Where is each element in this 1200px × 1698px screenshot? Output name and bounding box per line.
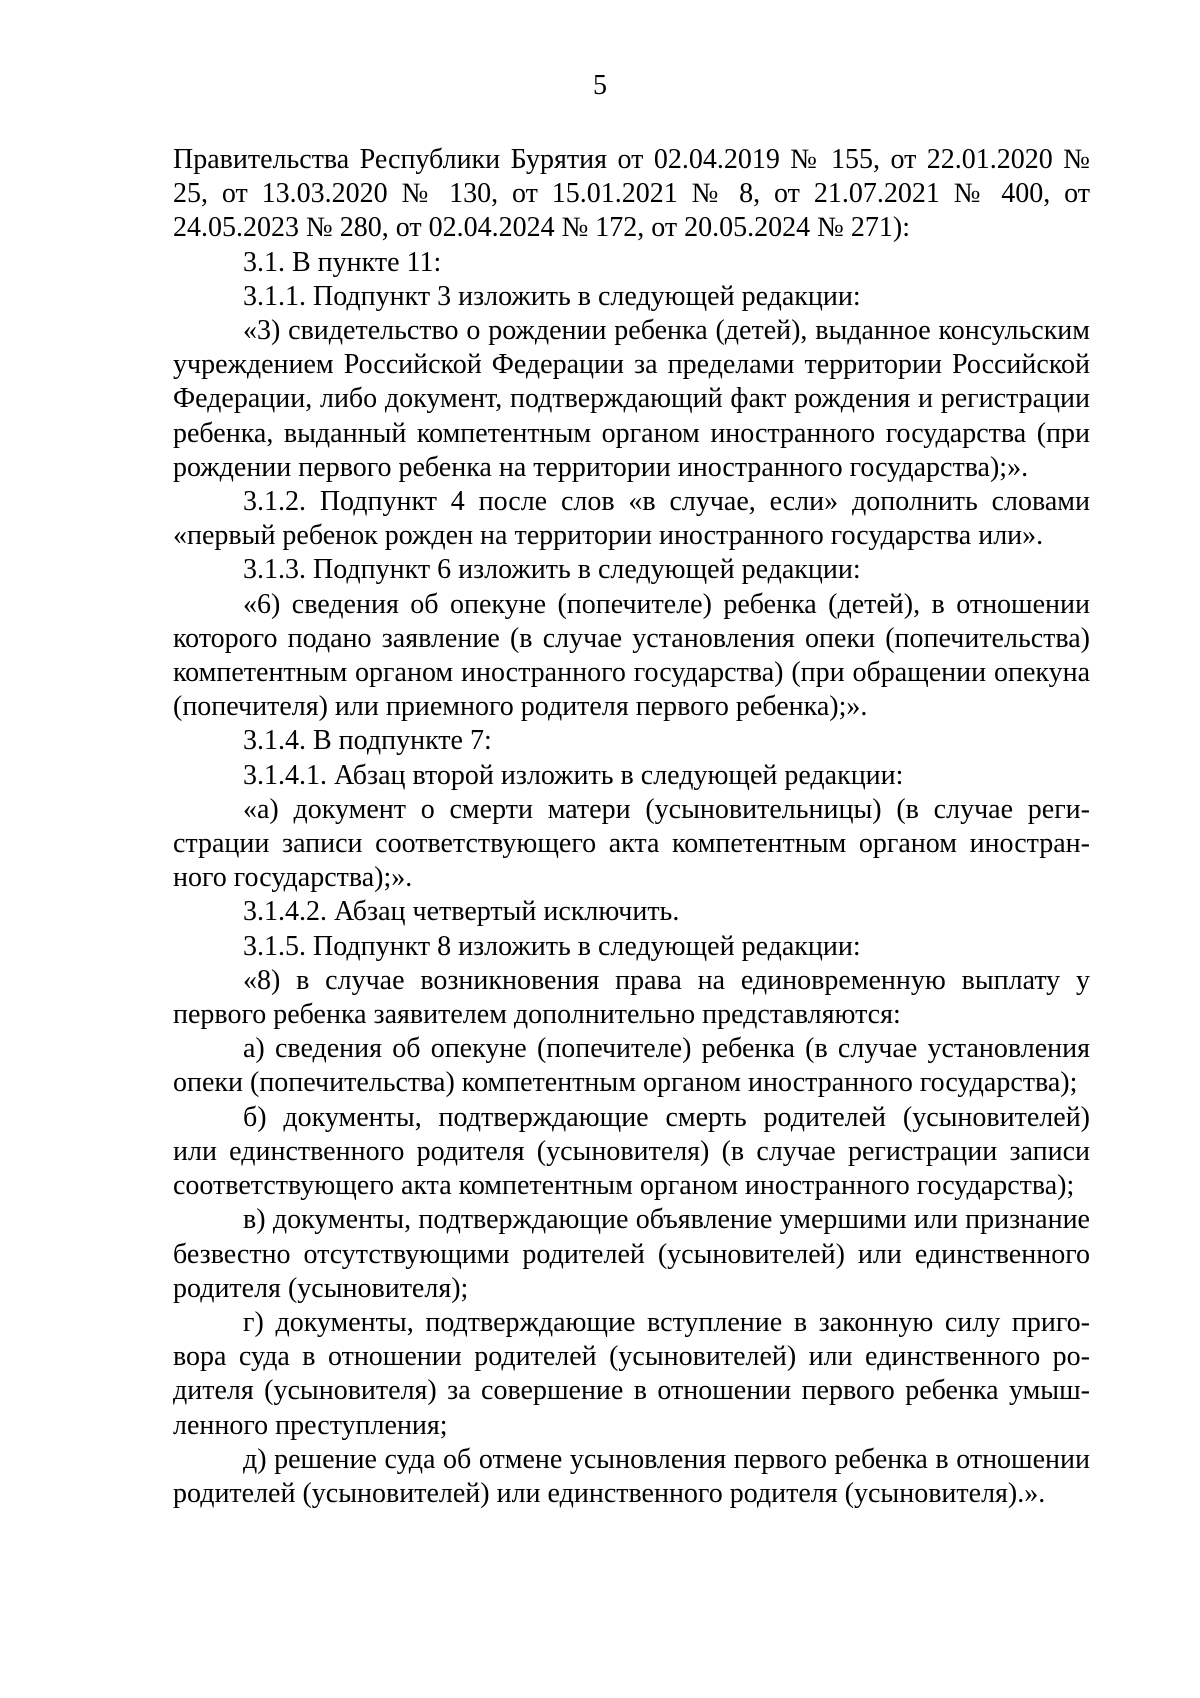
page-number: 5 bbox=[593, 70, 607, 101]
paragraph-subitem-8-text: «8) в случае возникновения права на единовременную выплату у первого ребенка заявителем дополнительно представляются: bbox=[173, 964, 1090, 1031]
paragraph-item-v: в) документы, подтверждающие объявление умершими или признание безвестно отсутствующими родителей (усыновителей) или единственного родителя (усыновителя); bbox=[173, 1204, 1090, 1304]
paragraph-3-1-1: 3.1.1. Подпункт 3 изложить в следующей редакции: bbox=[243, 280, 861, 312]
paragraph-3-1-3: 3.1.3. Подпункт 6 изложить в следующей редакции: bbox=[243, 554, 861, 586]
paragraph-item-g: г) документы, подтверждающие вступление в законную силу приговора суда в отношении родителей (усыновителей) или единственного родителя (усыновителя) за совершение в отношении первого ребенка умышленного преступления; bbox=[173, 1306, 1090, 1441]
paragraph-item-a-death-mother: «а) документ о смерти матери (усыновительницы) (в случае регистрации записи соответствующего акта компетентным органом иностранного государства);». bbox=[173, 793, 1090, 894]
paragraph-3-1-4-1: 3.1.4.1. Абзац второй изложить в следующей редакции: bbox=[243, 759, 904, 791]
paragraph-intro-continuation: Правительства Республики Бурятия от 02.04.2019 № 155, от 22.01.2020 № 25, от 13.03.2020 № 130, от 15.01.2021 № 8, от 21.07.2021 № 400, от 24.05.2023 № 280, от 02.04.2024 № 172, от 20.05.2024 № 271): bbox=[173, 144, 1090, 244]
paragraph-item-b: б) документы, подтверждающие смерть родителей (усыновителей) или единственного родителя (усыновителя) (в случае регистрации записи соответствующего акта компетентным органом иностранного государства); bbox=[173, 1101, 1090, 1202]
paragraph-subitem-6-text: «6) сведения об опекуне (попечителе) ребенка (детей), в отношении которого подано заявление (в случае установления опеки (попечительства) компетентным органом иностранного государства) (при обращении опекуна (попечителя) или приемного родителя первого ребенка);». bbox=[173, 588, 1090, 723]
paragraph-3-1-4: 3.1.4. В подпункте 7: bbox=[243, 725, 492, 757]
paragraph-3-1-2: 3.1.2. Подпункт 4 после слов «в случае, если» дополнить словами «первый ребенок рожден на территории иностранного государства или». bbox=[173, 486, 1090, 552]
document-body bbox=[173, 143, 1090, 1511]
paragraph-3-1: 3.1. В пункте 11: bbox=[243, 246, 442, 278]
paragraph-subitem-3-text: «3) свидетельство о рождении ребенка (детей), выданное консульским учреждением Российской Федерации за пределами территории Российской Федерации, либо документ, подтверждающий факт рождения и регистрации ребенка, выданный компетентным органом иностранного государства (при рождении первого ребенка на территории иностранного государства);». bbox=[173, 315, 1090, 483]
paragraph-item-d: д) решение суда об отмене усыновления первого ребенка в отношении родителей (усыновителей) или единственного родителя (усыновителя).». bbox=[173, 1443, 1090, 1509]
paragraph-item-a: а) сведения об опекуне (попечителе) ребенка (в случае установления опеки (попечительства) компетентным органом иностранного государства); bbox=[173, 1033, 1090, 1099]
paragraph-3-1-5: 3.1.5. Подпункт 8 изложить в следующей редакции: bbox=[243, 930, 861, 962]
paragraph-3-1-4-2: 3.1.4.2. Абзац четвертый исключить. bbox=[243, 896, 680, 928]
